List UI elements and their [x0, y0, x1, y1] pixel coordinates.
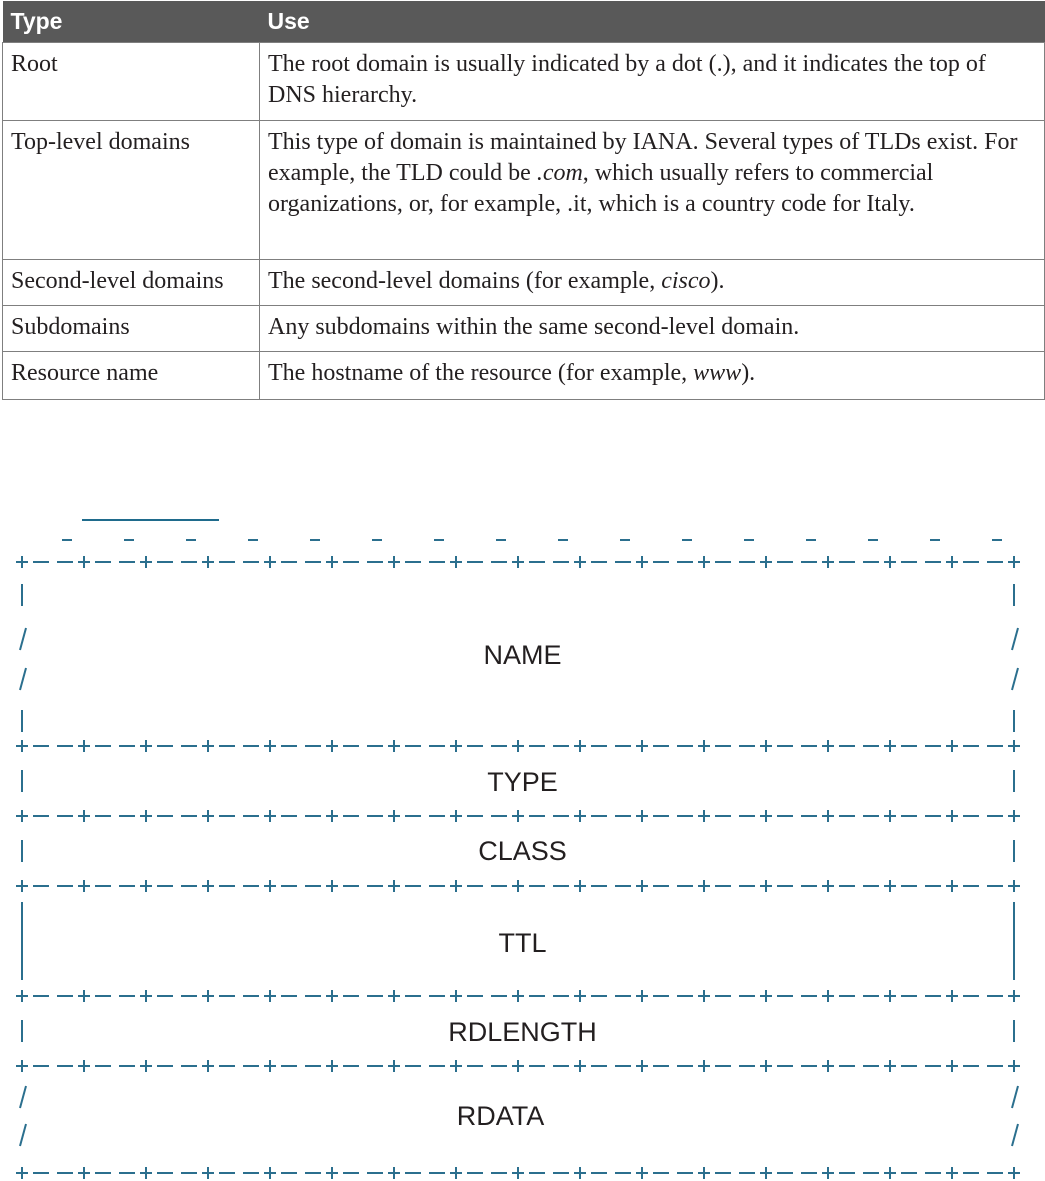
use-text: ). — [741, 360, 756, 386]
use-text-italic: .com — [536, 160, 583, 186]
field-ttl-label: TTL — [498, 928, 547, 958]
use-text: The second-level domains (for example, — [268, 268, 662, 294]
use-cell — [260, 121, 1045, 260]
type-cell: Second-level domains — [3, 260, 260, 306]
type-cell: Resource name — [3, 352, 260, 400]
use-text: The root domain is usually indicated by a dot (.), and it indicates the top of DNS hierarchy. — [268, 51, 986, 108]
table-row — [3, 260, 1045, 306]
table-row — [3, 43, 1045, 121]
use-text: The hostname of the resource (for example, — [268, 360, 694, 386]
use-text: , which usually refers to commercial organizations, or, for example, .it, which is a country code for Italy. — [268, 160, 934, 217]
field-rdlength-label: RDLENGTH — [448, 1017, 597, 1047]
use-cell — [260, 352, 1045, 400]
table-row — [3, 352, 1045, 400]
use-cell — [260, 43, 1045, 121]
use-cell — [260, 260, 1045, 306]
field-name-label: NAME — [483, 640, 562, 670]
type-cell: Subdomains — [3, 306, 260, 352]
use-text: This type of domain is maintained by IANA. Several types of TLDs exist. For example, the TLD could be — [268, 129, 1018, 186]
use-text: Any subdomains within the same second-level domain. — [268, 314, 800, 340]
table-header-row — [3, 1, 1045, 43]
table-row — [3, 306, 1045, 352]
type-cell: Top-level domains — [3, 121, 260, 260]
use-text-italic: cisco — [661, 268, 711, 294]
figure-link-underline — [82, 519, 219, 521]
type-cell: Root — [3, 43, 260, 121]
table-row — [3, 121, 1045, 260]
side-slash-left — [20, 668, 26, 690]
field-rdata-label: RDATA — [456, 1101, 545, 1131]
use-text-italic: www — [693, 360, 742, 386]
use-text: ). — [710, 268, 725, 294]
field-class-label: CLASS — [478, 836, 567, 866]
dns-domain-types-table — [2, 1, 1045, 400]
field-type-label: TYPE — [487, 767, 558, 797]
header-use: Use — [260, 1, 1045, 43]
header-type: Type — [3, 1, 260, 43]
use-cell — [260, 306, 1045, 352]
side-slash-right — [1012, 668, 1018, 690]
